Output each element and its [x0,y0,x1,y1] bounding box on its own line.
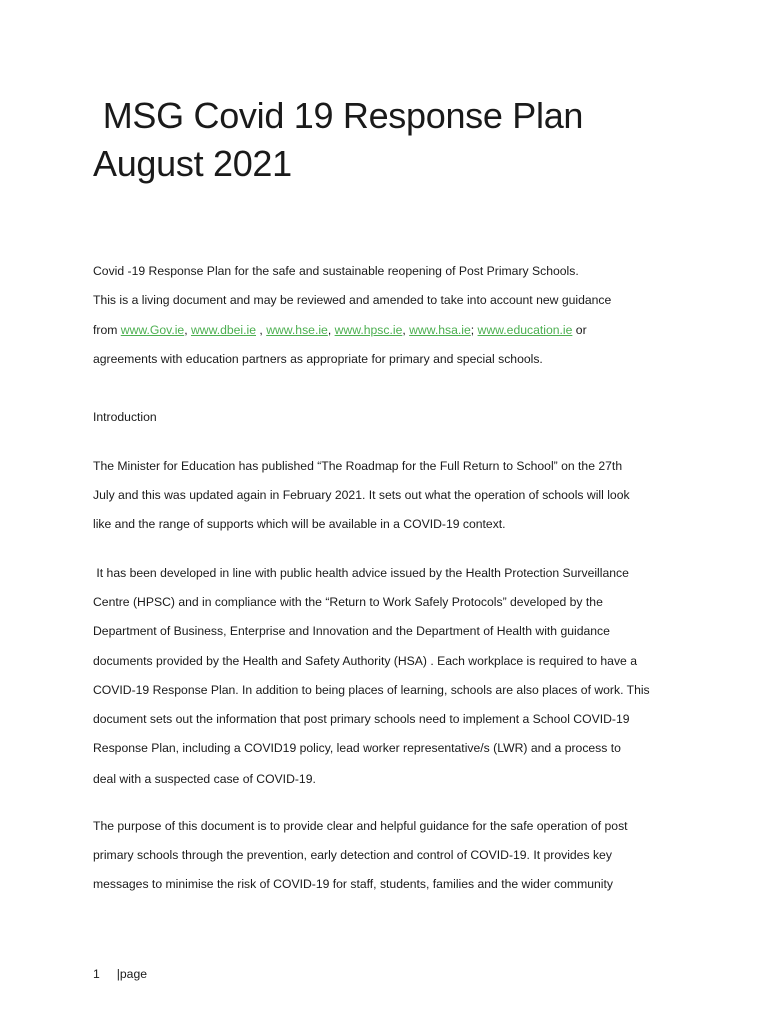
page-number: 1 [93,967,100,981]
separator: , [327,323,335,337]
intro-line-2: This is a living document and may be reviewed and amended to take into account new guidance [93,293,612,307]
para2-line: documents provided by the Health and Safety Authority (HSA) . Each workplace is required to have a [93,654,637,668]
para2-line: Response Plan, including a COVID19 policy, lead worker representative/s (LWR) and a process to [93,741,621,755]
separator: , [402,323,410,337]
para2-line: deal with a suspected case of COVID-19. [93,772,316,786]
intro-line-3-prefix: from [93,323,121,337]
para2-line: COVID-19 Response Plan. In addition to being places of learning, schools are also places of work. This [93,683,650,697]
title-line-2: August 2021 [93,143,292,184]
separator: , [184,323,191,337]
para1-line: like and the range of supports which will be available in a COVID-19 context. [93,517,506,531]
para2-line: document sets out the information that post primary schools need to implement a School COVID-19 [93,712,630,726]
para2-line: Department of Business, Enterprise and Innovation and the Department of Health with guidance [93,624,610,638]
intro-line-3-suffix: or [572,323,587,337]
title-line-1: MSG Covid 19 Response Plan [93,95,584,136]
link-hsa[interactable]: www.hsa.ie [409,323,471,337]
separator: , [256,323,267,337]
para2-line: Centre (HPSC) and in compliance with the “Return to Work Safely Protocols” developed by the [93,595,603,609]
para2-line: It has been developed in line with public health advice issued by the Health Protection Surveillance [93,566,629,580]
document-title [93,92,733,188]
page-label: |page [116,967,147,981]
separator: ; [470,323,478,337]
link-education[interactable]: www.education.ie [477,323,573,337]
intro-line-1: Covid -19 Response Plan for the safe and sustainable reopening of Post Primary Schools. [93,264,579,278]
link-hse[interactable]: www.hse.ie [266,323,328,337]
intro-line-3 [93,322,587,338]
link-gov[interactable]: www.Gov.ie [120,323,185,337]
para3-line: The purpose of this document is to provide clear and helpful guidance for the safe operation of post [93,819,628,833]
link-dbei[interactable]: www.dbei.ie [190,323,257,337]
intro-line-4: agreements with education partners as appropriate for primary and special schools. [93,352,543,366]
page-footer [93,966,147,982]
para1-line: The Minister for Education has published “The Roadmap for the Full Return to School” on the 27th [93,459,623,473]
para3-line: primary schools through the prevention, early detection and control of COVID-19. It provides key [93,848,612,862]
para1-line: July and this was updated again in February 2021. It sets out what the operation of schools will look [93,488,630,502]
para3-line: messages to minimise the risk of COVID-19 for staff, students, families and the wider community [93,877,613,891]
section-heading-introduction: Introduction [93,410,157,424]
link-hpsc[interactable]: www.hpsc.ie [334,323,403,337]
